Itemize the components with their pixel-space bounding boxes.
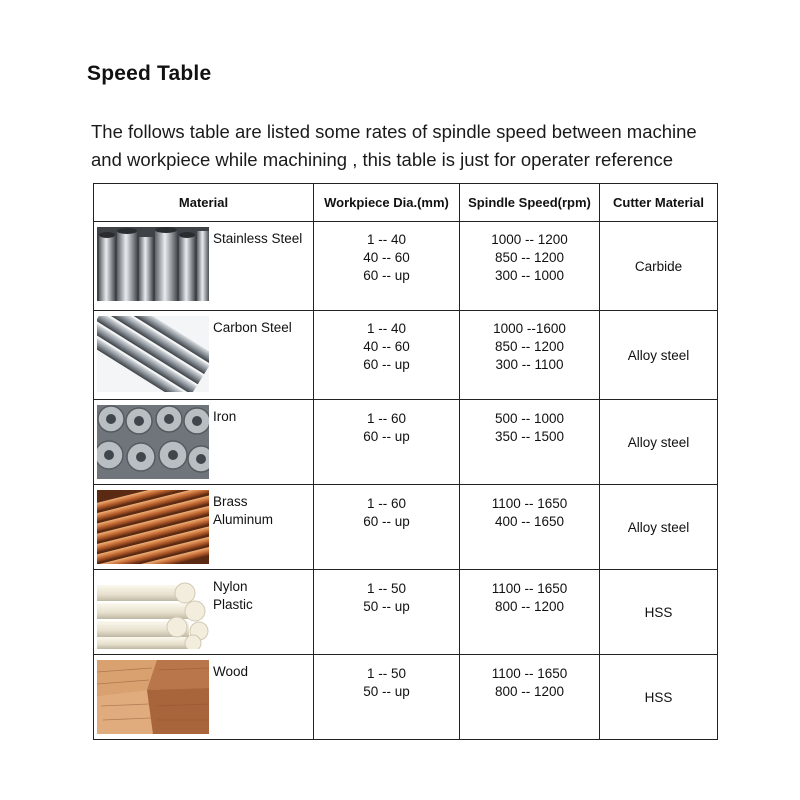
iron-flanges-photo xyxy=(97,405,209,479)
header-spindle-speed: Spindle Speed(rpm) xyxy=(460,184,600,222)
cutter-material-cell: HSS xyxy=(600,570,718,655)
spindle-speed-cell: 1100 -- 1650 400 -- 1650 xyxy=(460,485,600,570)
table-row xyxy=(94,485,718,570)
material-cell xyxy=(94,311,314,400)
workpiece-dia-cell: 1 -- 60 60 -- up xyxy=(314,400,460,485)
nylon-rods-photo xyxy=(97,575,209,649)
material-name: Wood xyxy=(213,664,249,679)
table-row xyxy=(94,311,718,400)
header-row xyxy=(94,184,718,222)
material-cell xyxy=(94,400,314,485)
material-name: Stainless Steel xyxy=(213,231,303,246)
wood-blocks-photo xyxy=(97,660,209,734)
stainless-steel-tubes-photo xyxy=(97,227,209,301)
carbon-steel-rods-photo xyxy=(97,316,209,392)
spindle-speed-cell: 500 -- 1000 350 -- 1500 xyxy=(460,400,600,485)
intro-text xyxy=(91,118,741,174)
cutter-material-cell: Carbide xyxy=(600,222,718,311)
table-row xyxy=(94,655,718,740)
material-cell xyxy=(94,655,314,740)
spindle-speed-cell: 1000 --1600 850 -- 1200 300 -- 1100 xyxy=(460,311,600,400)
header-material: Material xyxy=(94,184,314,222)
spindle-speed-cell: 1100 -- 1650 800 -- 1200 xyxy=(460,655,600,740)
cutter-material-cell: Alloy steel xyxy=(600,311,718,400)
cutter-material-cell: HSS xyxy=(600,655,718,740)
material-name: Nylon Plastic xyxy=(213,579,253,612)
material-cell xyxy=(94,222,314,311)
material-cell xyxy=(94,485,314,570)
table-row xyxy=(94,570,718,655)
cutter-material-cell: Alloy steel xyxy=(600,485,718,570)
material-name: Carbon Steel xyxy=(213,320,292,335)
page-title: Speed Table xyxy=(87,62,212,85)
workpiece-dia-cell: 1 -- 50 50 -- up xyxy=(314,655,460,740)
header-workpiece-dia: Workpiece Dia.(mm) xyxy=(314,184,460,222)
workpiece-dia-cell: 1 -- 60 60 -- up xyxy=(314,485,460,570)
table-row xyxy=(94,222,718,311)
intro-line: The follows table are listed some rates of spindle speed between machine xyxy=(91,121,697,142)
material-cell xyxy=(94,570,314,655)
workpiece-dia-cell: 1 -- 50 50 -- up xyxy=(314,570,460,655)
intro-line: and workpiece while machining , this table is just for operater reference xyxy=(91,149,674,170)
brass-tubes-photo xyxy=(97,490,209,564)
workpiece-dia-cell: 1 -- 40 40 -- 60 60 -- up xyxy=(314,222,460,311)
material-name: Brass Aluminum xyxy=(213,494,274,527)
table-row xyxy=(94,400,718,485)
material-name: Iron xyxy=(213,409,237,424)
cutter-material-cell: Alloy steel xyxy=(600,400,718,485)
spindle-speed-cell: 1100 -- 1650 800 -- 1200 xyxy=(460,570,600,655)
speed-table xyxy=(93,183,718,740)
workpiece-dia-cell: 1 -- 40 40 -- 60 60 -- up xyxy=(314,311,460,400)
header-cutter-material: Cutter Material xyxy=(600,184,718,222)
spindle-speed-cell: 1000 -- 1200 850 -- 1200 300 -- 1000 xyxy=(460,222,600,311)
